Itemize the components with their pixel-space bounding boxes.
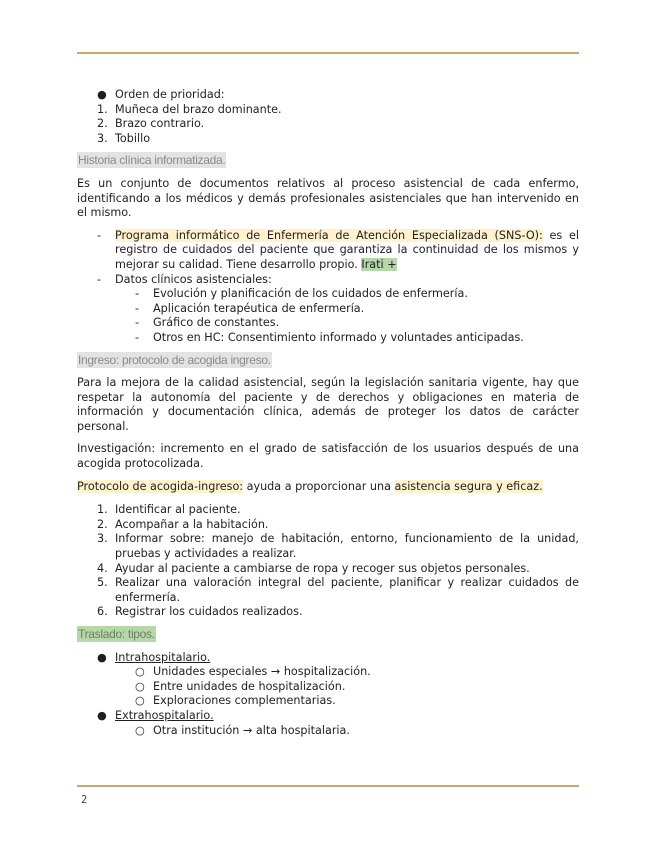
datos-item: - Otros en HC: Consentimiento informado y voluntades anticipadas. — [135, 330, 524, 344]
step-item: 2. Acompañar a la habitación. — [97, 517, 269, 531]
priority-title-item — [77, 88, 579, 103]
ingreso-paragraph-2: Investigación: incremento en el grado de satisfacción de los usuarios después de una acogida protocolizada. — [77, 442, 579, 471]
datos-item: - Aplicación terapéutica de enfermería. — [135, 301, 365, 315]
historia-heading-row — [77, 152, 579, 169]
intra-subitem — [77, 694, 579, 709]
bullet-icon: ● — [97, 650, 107, 664]
step-text: Informar sobre: manejo de habitación, entorno, funcionamiento de la unidad, pruebas y actividades a realizar. — [115, 532, 579, 561]
intra-label: Intrahospitalario. — [115, 650, 211, 664]
section-heading-ingreso: Ingreso: protocolo de acogida ingreso. — [78, 352, 271, 367]
datos-title: Datos clínicos asistenciales: — [115, 272, 272, 286]
header-rule — [77, 52, 579, 54]
extra-subitem — [77, 724, 579, 739]
ingreso-paragraph-1: Para la mejora de la calidad asistencial, según la legislación sanitaria vigente, hay que respetar la autonomía del paciente y de derechos y obligaciones en materia de información y documentación clínica, además de proteger los datos de carácter personal. — [77, 376, 579, 433]
priority-item: 2. Brazo contrario. — [97, 117, 205, 131]
intra-item — [77, 651, 579, 666]
datos-item-text: Aplicación terapéutica de enfermería. — [153, 301, 365, 315]
intra-subitem-text: Unidades especiales → hospitalización. — [153, 665, 371, 679]
priority-item-text: Brazo contrario. — [115, 117, 205, 131]
datos-item: - Gráfico de constantes. — [135, 316, 280, 330]
dash-marker: - — [97, 272, 102, 286]
extra-label: Extrahospitalario. — [115, 708, 214, 722]
step-item: 5. Realizar una valoración integral del paciente, planificar y realizar cuidados de enfermería. — [97, 576, 579, 604]
step-text: Registrar los cuidados realizados. — [115, 605, 303, 619]
step-item: 1. Identificar al paciente. — [97, 503, 241, 517]
circle-bullet-icon: ○ — [135, 694, 145, 708]
protocol-text: ayuda a proporcionar una — [243, 479, 395, 493]
comment-tag: Irati + — [361, 257, 397, 271]
circle-bullet-icon: ○ — [135, 679, 145, 693]
program-highlight: Programa informático de Enfermería de Atención Especializada (SNS-O): — [115, 228, 543, 242]
protocol-label: Protocolo de acogida-ingreso: — [77, 479, 244, 493]
circle-bullet-icon: ○ — [135, 723, 145, 737]
protocol-highlight: asistencia segura y eficaz. — [394, 479, 543, 493]
step-text: Realizar una valoración integral del paciente, planificar y realizar cuidados de enfermería. — [115, 576, 579, 604]
datos-title-item — [77, 273, 579, 288]
priority-title: Orden de prioridad: — [115, 88, 225, 101]
step-text: Identificar al paciente. — [115, 503, 241, 517]
bullet-icon: ● — [97, 708, 107, 722]
bullet-icon: ● — [97, 88, 107, 101]
section-heading-historia: Historia clínica informatizada. — [78, 153, 226, 168]
circle-bullet-icon: ○ — [135, 665, 145, 679]
intra-subitem-text: Exploraciones complementarias. — [153, 694, 336, 708]
historia-intro: Es un conjunto de documentos relativos al proceso asistencial de cada enfermo, identificando a los médicos y demás profesionales asistenciales que han intervenido en el mismo. — [77, 176, 579, 220]
step-text: Acompañar a la habitación. — [115, 517, 269, 531]
extra-item — [77, 709, 579, 724]
document-body — [77, 88, 579, 738]
step-item: 4. Ayudar al paciente a cambiarse de ropa y recoger sus objetos personales. — [97, 561, 530, 575]
priority-item: 3. Tobillo — [97, 131, 151, 145]
section-heading-traslado: Traslado: tipos. — [78, 627, 155, 641]
footer-rule — [77, 785, 579, 787]
intra-subitem — [77, 665, 579, 680]
extra-subitem-text: Otra institución → alta hospitalaria. — [153, 723, 350, 737]
intra-subitem — [77, 680, 579, 695]
datos-item: - Evolución y planificación de los cuidados de enfermería. — [135, 287, 468, 301]
protocol-paragraph — [77, 480, 579, 495]
datos-item-text: Gráfico de constantes. — [153, 316, 280, 330]
priority-item: 1. Muñeca del brazo dominante. — [97, 102, 282, 116]
datos-item-text: Evolución y planificación de los cuidados de enfermería. — [153, 287, 468, 301]
datos-item-text: Otros en HC: Consentimiento informado y voluntades anticipadas. — [153, 330, 524, 344]
intra-subitem-text: Entre unidades de hospitalización. — [153, 679, 346, 693]
priority-item-text: Tobillo — [115, 131, 151, 145]
step-item: 6. Registrar los cuidados realizados. — [97, 605, 303, 619]
traslado-heading-row — [77, 626, 579, 643]
page-number: 2 — [81, 794, 88, 806]
program-description: es el registro de cuidados del paciente que garantiza la continuidad de los mismos y mejorar su calidad. Tiene desarrollo propio. — [115, 228, 579, 271]
ingreso-heading-row — [77, 352, 579, 369]
step-text: Ayudar al paciente a cambiarse de ropa y recoger sus objetos personales. — [115, 561, 530, 575]
program-item — [77, 229, 579, 273]
dash-marker: - — [97, 228, 102, 242]
priority-item-text: Muñeca del brazo dominante. — [115, 102, 282, 116]
step-item: 3. Informar sobre: manejo de habitación, entorno, funcionamiento de la unidad, pruebas y actividades a realizar. — [97, 532, 579, 561]
